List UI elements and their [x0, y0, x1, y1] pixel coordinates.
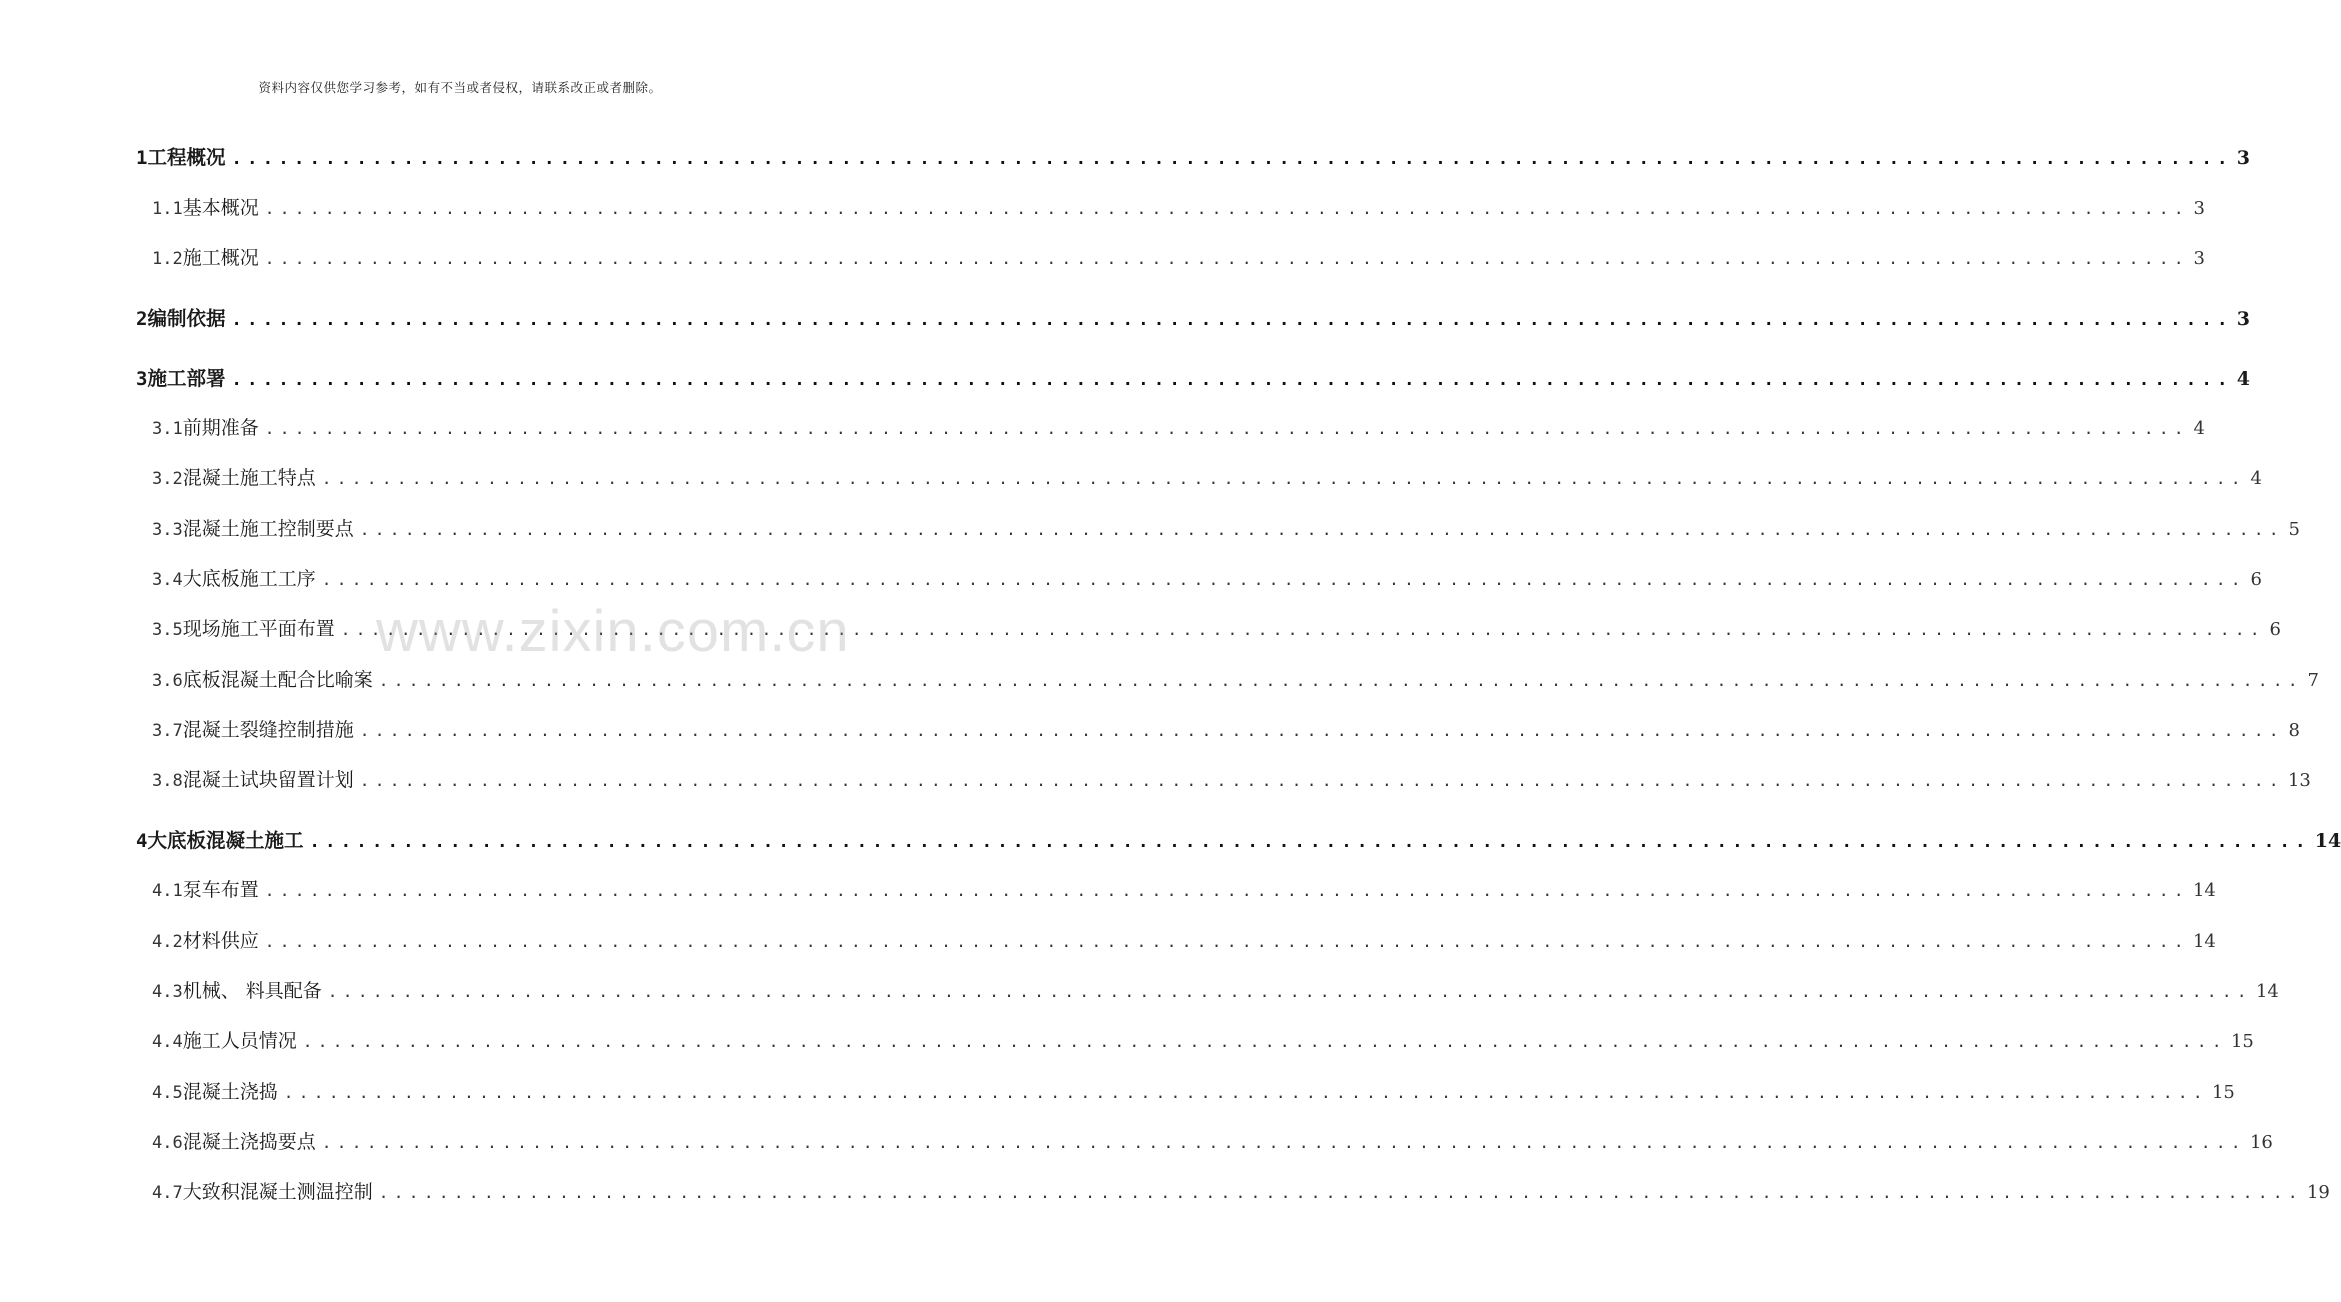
toc-title: 混凝土施工控制要点: [182, 518, 354, 540]
toc-number: 1.2: [152, 249, 183, 269]
toc-number: 1: [136, 147, 148, 169]
toc-title: 前期准备: [182, 417, 259, 439]
toc-entry[interactable]: [0, 1177, 2330, 1207]
toc-dot-leader: ................................................................................................................................: [231, 310, 2233, 330]
toc-dot-leader: ................................................................................................................................: [378, 671, 2303, 690]
toc-dot-leader: ................................................................................................................................: [359, 520, 2284, 539]
toc-dot-leader: ................................................................................................................................: [359, 721, 2284, 740]
toc-page-number: 3: [2193, 248, 2205, 269]
toc-dot-leader: ................................................................................................................................: [321, 1133, 2246, 1152]
toc-title: 底板混凝土配合比喻案: [182, 669, 373, 691]
toc-dot-leader: ................................................................................................................................: [264, 249, 2189, 268]
toc-title: 机械、 料具配备: [182, 980, 322, 1002]
toc-page-number: 6: [2250, 569, 2262, 590]
toc-entry[interactable]: [0, 363, 2250, 393]
toc-page-number: 14: [2192, 931, 2216, 952]
toc-dot-leader: ................................................................................................................................: [359, 771, 2284, 790]
toc-number: 3.8: [152, 771, 183, 791]
toc-entry[interactable]: [0, 765, 2311, 795]
toc-number: 3.1: [152, 419, 183, 439]
toc-title: 施工概况: [182, 247, 259, 269]
toc-title: 材料供应: [182, 930, 259, 952]
toc-dot-leader: ................................................................................................................................: [264, 932, 2189, 951]
toc-dot-leader: ................................................................................................................................: [340, 620, 2265, 639]
toc-number: 4: [136, 830, 148, 852]
toc-page-number: 5: [2288, 519, 2300, 540]
toc-page-number: 14: [2314, 830, 2341, 852]
toc-entry[interactable]: [0, 976, 2279, 1006]
toc-title: 混凝土裂缝控制措施: [182, 719, 354, 741]
toc-page-number: 8: [2288, 720, 2300, 741]
toc-dot-leader: ................................................................................................................................: [264, 199, 2189, 218]
toc-dot-leader: ................................................................................................................................: [321, 469, 2246, 488]
toc-number: 3.5: [152, 620, 183, 640]
toc-number: 4.6: [152, 1133, 183, 1153]
toc-page-number: 4: [2250, 468, 2262, 489]
toc-title: 大底板混凝土施工: [147, 829, 304, 852]
toc-entry[interactable]: [0, 564, 2262, 594]
toc-page-number: 14: [2192, 880, 2216, 901]
toc-title: 工程概况: [147, 146, 226, 169]
toc-entry[interactable]: [0, 413, 2205, 443]
toc-number: 3.4: [152, 570, 183, 590]
toc-entry[interactable]: [0, 614, 2281, 644]
toc-dot-leader: ................................................................................................................................: [327, 982, 2252, 1001]
toc-title: 基本概况: [182, 197, 259, 219]
toc-page-number: 4: [2193, 418, 2205, 439]
header-disclaimer: 资料内容仅供您学习参考，如有不当或者侵权，请联系改正或者删除。: [258, 80, 662, 95]
toc-title: 现场施工平面布置: [182, 618, 335, 640]
toc-number: 4.3: [152, 982, 183, 1002]
toc-title: 大底板施工工序: [182, 568, 316, 590]
toc-number: 3: [136, 368, 148, 390]
toc-number: 4.4: [152, 1032, 183, 1052]
toc-title: 混凝土浇捣: [182, 1081, 278, 1103]
toc-number: 4.2: [152, 932, 183, 952]
toc-entry[interactable]: [0, 1026, 2254, 1056]
toc-page-number: 13: [2287, 770, 2311, 791]
toc-entry[interactable]: [0, 825, 2341, 855]
toc-dot-leader: ................................................................................................................................: [378, 1183, 2303, 1202]
toc-page-number: 14: [2255, 981, 2279, 1002]
toc-title: 施工部署: [147, 367, 226, 390]
toc-number: 4.1: [152, 881, 183, 901]
toc-page-number: 19: [2306, 1182, 2330, 1203]
toc-entry[interactable]: [0, 303, 2250, 333]
toc-entry[interactable]: [0, 193, 2205, 223]
toc-number: 3.2: [152, 469, 183, 489]
toc-title: 编制依据: [147, 307, 226, 330]
toc-entry[interactable]: [0, 665, 2319, 695]
toc-dot-leader: ................................................................................................................................: [231, 149, 2233, 169]
toc-page-number: 15: [2211, 1082, 2235, 1103]
toc-title: 大致积混凝土测温控制: [182, 1181, 373, 1203]
toc-title: 泵车布置: [182, 879, 259, 901]
toc-dot-leader: ................................................................................................................................: [302, 1032, 2227, 1051]
toc-title: 施工人员情况: [182, 1030, 297, 1052]
toc-title: 混凝土施工特点: [182, 467, 316, 489]
toc-number: 4.7: [152, 1183, 183, 1203]
toc-number: 3.7: [152, 721, 183, 741]
toc-page-number: 15: [2230, 1031, 2254, 1052]
toc-number: 3.3: [152, 520, 183, 540]
toc-entry[interactable]: [0, 243, 2205, 273]
toc-dot-leader: ................................................................................................................................: [309, 832, 2311, 852]
toc-title: 混凝土浇捣要点: [182, 1131, 316, 1153]
toc-dot-leader: ................................................................................................................................: [231, 370, 2233, 390]
watermark: www.zixin.com.cn: [376, 599, 850, 664]
toc-entry[interactable]: [0, 142, 2250, 172]
toc-dot-leader: ................................................................................................................................: [321, 570, 2246, 589]
toc-page-number: 7: [2307, 670, 2319, 691]
toc-page-number: 6: [2269, 619, 2281, 640]
toc-page-number: 3: [2193, 198, 2205, 219]
toc-entry[interactable]: [0, 715, 2300, 745]
toc-entry[interactable]: [0, 1127, 2273, 1157]
toc-number: 1.1: [152, 199, 183, 219]
toc-entry[interactable]: [0, 514, 2300, 544]
toc-entry[interactable]: [0, 463, 2262, 493]
toc-dot-leader: ................................................................................................................................: [283, 1083, 2208, 1102]
toc-number: 3.6: [152, 671, 183, 691]
toc-page-number: 3: [2236, 308, 2250, 330]
toc-number: 4.5: [152, 1083, 183, 1103]
toc-entry[interactable]: [0, 926, 2216, 956]
toc-page-number: 3: [2236, 147, 2250, 169]
toc-number: 2: [136, 308, 148, 330]
toc-title: 混凝土试块留置计划: [182, 769, 354, 791]
toc-dot-leader: ................................................................................................................................: [264, 881, 2189, 900]
toc-page-number: 16: [2249, 1132, 2273, 1153]
toc-entry[interactable]: [0, 1077, 2235, 1107]
toc-entry[interactable]: [0, 875, 2216, 905]
toc-page-number: 4: [2236, 368, 2250, 390]
toc-dot-leader: ................................................................................................................................: [264, 419, 2189, 438]
